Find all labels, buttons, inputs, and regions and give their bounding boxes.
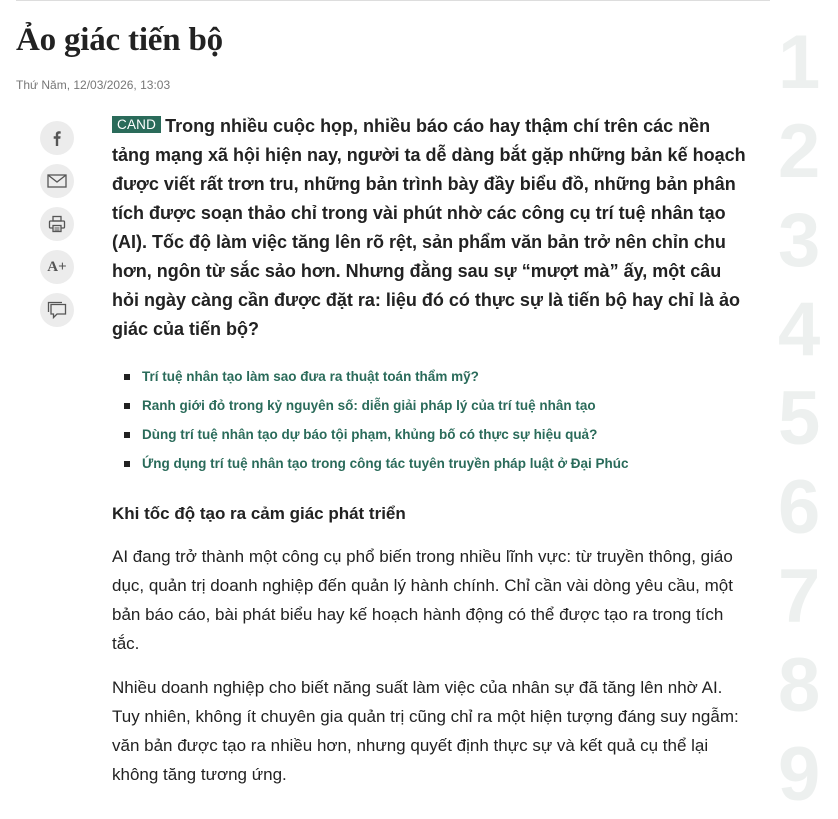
lead-text: Trong nhiều cuộc họp, nhiều báo cáo hay thậm chí trên các nền tảng mạng xã hội hiện nay, người ta dễ dàng bắt gặp những bản kế hoạch được viết rất trơn tru, những bản trình bày đầy biểu đồ, những bản phân tích được soạn thảo chỉ trong vài phút nhờ các công cụ trí tuệ nhân tạo (AI). Tốc độ làm việc tăng lên rõ rệt, sản phẩm văn bản trở nên chỉn chu hơn, ngôn từ sắc sảo hơn. Nhưng đằng sau sự “mượt mà” ấy, một câu hỏi ngày càng cần được đặt ra: liệu đó có thực sự là tiến bộ hay chỉ là ảo giác của tiến bộ?	[112, 116, 746, 339]
source-badge: CAND	[112, 116, 161, 133]
comment-icon	[47, 301, 67, 319]
side-number: 8	[778, 643, 821, 728]
related-articles	[124, 362, 752, 478]
side-number: 6	[778, 465, 821, 550]
list-item	[124, 362, 752, 391]
side-number: 3	[778, 198, 821, 283]
email-icon	[47, 174, 67, 188]
facebook-icon	[49, 130, 65, 146]
top-divider	[16, 0, 770, 1]
article-title: Ảo giác tiến bộ	[16, 22, 223, 58]
article-lead	[112, 112, 752, 344]
side-number-decoration	[778, 18, 838, 819]
side-number: 5	[778, 376, 821, 461]
paragraph: Nhiều doanh nghiệp cho biết năng suất làm việc của nhân sự đã tăng lên nhờ AI. Tuy nhiên, không ít chuyên gia quản trị cũng chỉ ra một hiện tượng đáng suy ngẫm: văn bản được tạo ra nhiều hơn, nhưng quyết định thực sự và kết quả cụ thể lại không tăng tương ứng.	[112, 678, 739, 784]
list-item	[124, 391, 752, 420]
comment-button[interactable]	[40, 293, 74, 327]
side-number: 2	[778, 109, 821, 194]
related-link[interactable]: Dùng trí tuệ nhân tạo dự báo tội phạm, khủng bố có thực sự hiệu quả?	[142, 427, 598, 442]
related-link[interactable]: Trí tuệ nhân tạo làm sao đưa ra thuật toán thẩm mỹ?	[142, 369, 479, 384]
list-item	[124, 449, 752, 478]
side-number: 4	[778, 287, 821, 372]
share-toolbar	[40, 121, 75, 336]
related-link[interactable]: Ranh giới đỏ trong kỷ nguyên số: diễn giải pháp lý của trí tuệ nhân tạo	[142, 398, 596, 413]
section-heading: Khi tốc độ tạo ra cảm giác phát triển	[112, 504, 406, 523]
paragraph: AI đang trở thành một công cụ phổ biến trong nhiều lĩnh vực: từ truyền thông, giáo dục, quản trị doanh nghiệp đến quản lý hành chính. Chỉ cần vài dòng yêu cầu, một bản báo cáo, bài phát biểu hay kế hoạch hành động có thể được tạo ra trong tích tắc.	[112, 547, 733, 653]
article-date: Thứ Năm, 12/03/2026, 13:03	[16, 78, 171, 92]
related-link[interactable]: Ứng dụng trí tuệ nhân tạo trong công tác tuyên truyền pháp luật ở Đại Phúc	[142, 456, 629, 471]
font-size-button[interactable]	[40, 250, 74, 284]
side-number: 9	[778, 732, 821, 817]
list-item	[124, 420, 752, 449]
side-number: 1	[778, 20, 821, 105]
share-facebook-button[interactable]	[40, 121, 74, 155]
article-body	[112, 112, 752, 789]
share-email-button[interactable]	[40, 164, 74, 198]
side-number: 7	[778, 554, 821, 639]
print-icon	[48, 215, 66, 233]
font-size-icon: A+	[47, 258, 67, 275]
print-button[interactable]	[40, 207, 74, 241]
